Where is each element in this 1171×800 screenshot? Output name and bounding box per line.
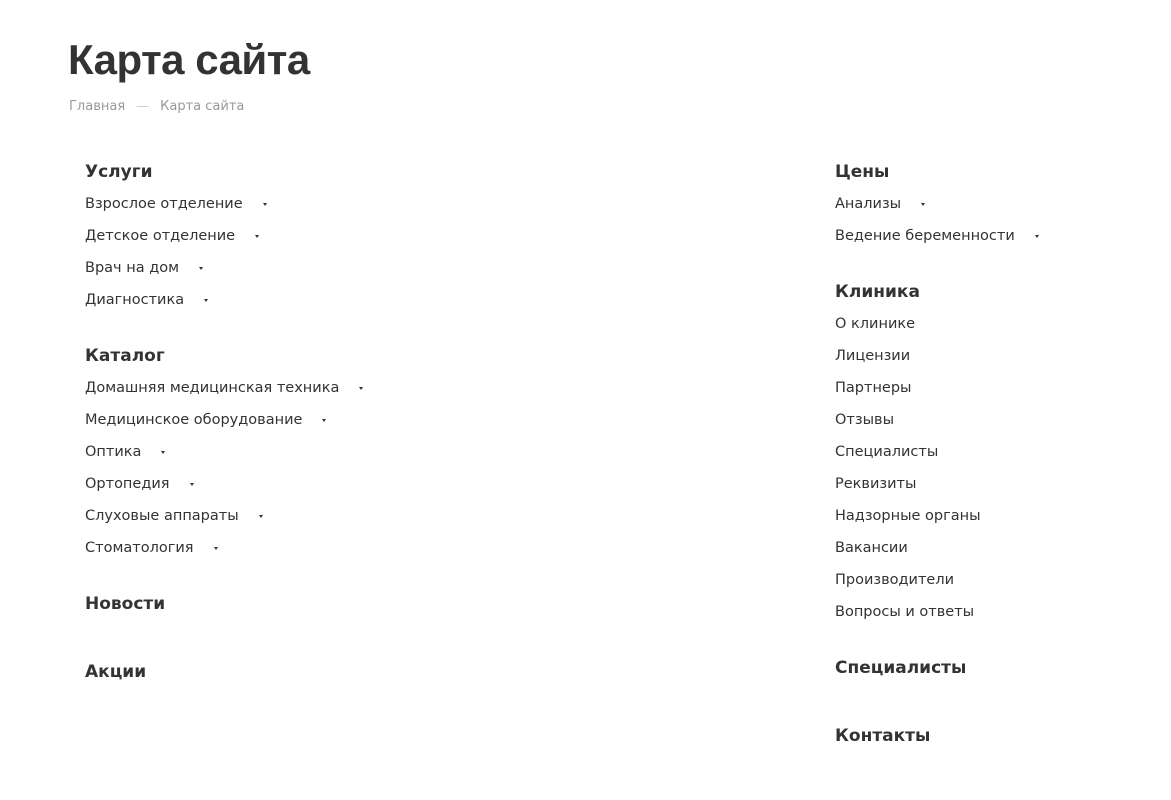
list-item: [835, 570, 1039, 602]
section-title-clinic[interactable]: Клиника: [835, 282, 920, 302]
caret-down-icon[interactable]: [255, 235, 259, 238]
link-orthopedics[interactable]: Ортопедия: [85, 476, 170, 492]
link-about-clinic[interactable]: О клинике: [835, 316, 916, 332]
caret-down-icon[interactable]: [190, 483, 194, 486]
breadcrumb: [69, 98, 244, 116]
link-diagnostics[interactable]: Диагностика: [85, 292, 185, 308]
link-children-department[interactable]: Детское отделение: [85, 228, 236, 244]
link-dentistry[interactable]: Стоматология: [85, 540, 194, 556]
section-title-catalog[interactable]: Каталог: [85, 346, 165, 366]
caret-down-icon[interactable]: [199, 267, 203, 270]
list-item: [835, 410, 1039, 442]
link-licenses[interactable]: Лицензии: [835, 348, 911, 364]
list-item: [835, 346, 1039, 378]
section-title-specialists[interactable]: Специалисты: [835, 658, 967, 678]
list-item: [835, 442, 1039, 474]
caret-down-icon[interactable]: [204, 299, 208, 302]
caret-down-icon[interactable]: [263, 203, 267, 206]
list-item: [85, 378, 363, 410]
list-item: [85, 290, 363, 322]
breadcrumb-current: Карта сайта: [160, 99, 245, 114]
sitemap-right-column: [835, 160, 1039, 758]
page-title: Карта сайта: [68, 36, 310, 83]
link-analyses[interactable]: Анализы: [835, 196, 902, 212]
link-manufacturers[interactable]: Производители: [835, 572, 955, 588]
list-item: [835, 226, 1039, 258]
link-partners[interactable]: Партнеры: [835, 380, 912, 396]
list-item: [835, 314, 1039, 346]
list-item: [835, 602, 1039, 634]
breadcrumb-home-link[interactable]: Главная: [69, 99, 126, 114]
section-clinic: [835, 280, 1039, 634]
link-vacancies[interactable]: Вакансии: [835, 540, 908, 556]
link-requisites[interactable]: Реквизиты: [835, 476, 917, 492]
link-pregnancy-management[interactable]: Ведение беременности: [835, 228, 1015, 244]
link-clinic-specialists[interactable]: Специалисты: [835, 444, 939, 460]
caret-down-icon[interactable]: [1035, 235, 1039, 238]
list-item: [85, 194, 363, 226]
section-specialists: [835, 656, 1039, 680]
section-prices: [835, 160, 1039, 258]
section-title-contacts[interactable]: Контакты: [835, 726, 931, 746]
caret-down-icon[interactable]: [359, 387, 363, 390]
section-title-promotions[interactable]: Акции: [85, 662, 147, 682]
section-title-news[interactable]: Новости: [85, 594, 166, 614]
link-supervisory-bodies[interactable]: Надзорные органы: [835, 508, 981, 524]
caret-down-icon[interactable]: [921, 203, 925, 206]
section-contacts: [835, 724, 1039, 748]
caret-down-icon[interactable]: [214, 547, 218, 550]
sitemap-left-column: [85, 160, 363, 694]
list-item: [85, 538, 363, 570]
list-item: [835, 474, 1039, 506]
caret-down-icon[interactable]: [322, 419, 326, 422]
list-item: [835, 506, 1039, 538]
list-item: [835, 538, 1039, 570]
link-reviews[interactable]: Отзывы: [835, 412, 895, 428]
section-title-services[interactable]: Услуги: [85, 162, 153, 182]
section-promotions: [85, 660, 363, 684]
link-medical-equipment[interactable]: Медицинское оборудование: [85, 412, 303, 428]
section-services: [85, 160, 363, 322]
caret-down-icon[interactable]: [259, 515, 263, 518]
link-hearing-aids[interactable]: Слуховые аппараты: [85, 508, 239, 524]
caret-down-icon[interactable]: [161, 451, 165, 454]
list-item: [85, 226, 363, 258]
link-home-medical-equipment[interactable]: Домашняя медицинская техника: [85, 380, 340, 396]
breadcrumb-separator: —: [136, 99, 150, 114]
link-adult-department[interactable]: Взрослое отделение: [85, 196, 243, 212]
section-news: [85, 592, 363, 616]
section-catalog: [85, 344, 363, 570]
list-item: [835, 378, 1039, 410]
link-faq[interactable]: Вопросы и ответы: [835, 604, 975, 620]
list-item: [85, 410, 363, 442]
section-title-prices[interactable]: Цены: [835, 162, 890, 182]
list-item: [85, 506, 363, 538]
list-item: [835, 194, 1039, 226]
list-item: [85, 442, 363, 474]
link-optics[interactable]: Оптика: [85, 444, 142, 460]
list-item: [85, 258, 363, 290]
list-item: [85, 474, 363, 506]
link-doctor-home[interactable]: Врач на дом: [85, 260, 180, 276]
